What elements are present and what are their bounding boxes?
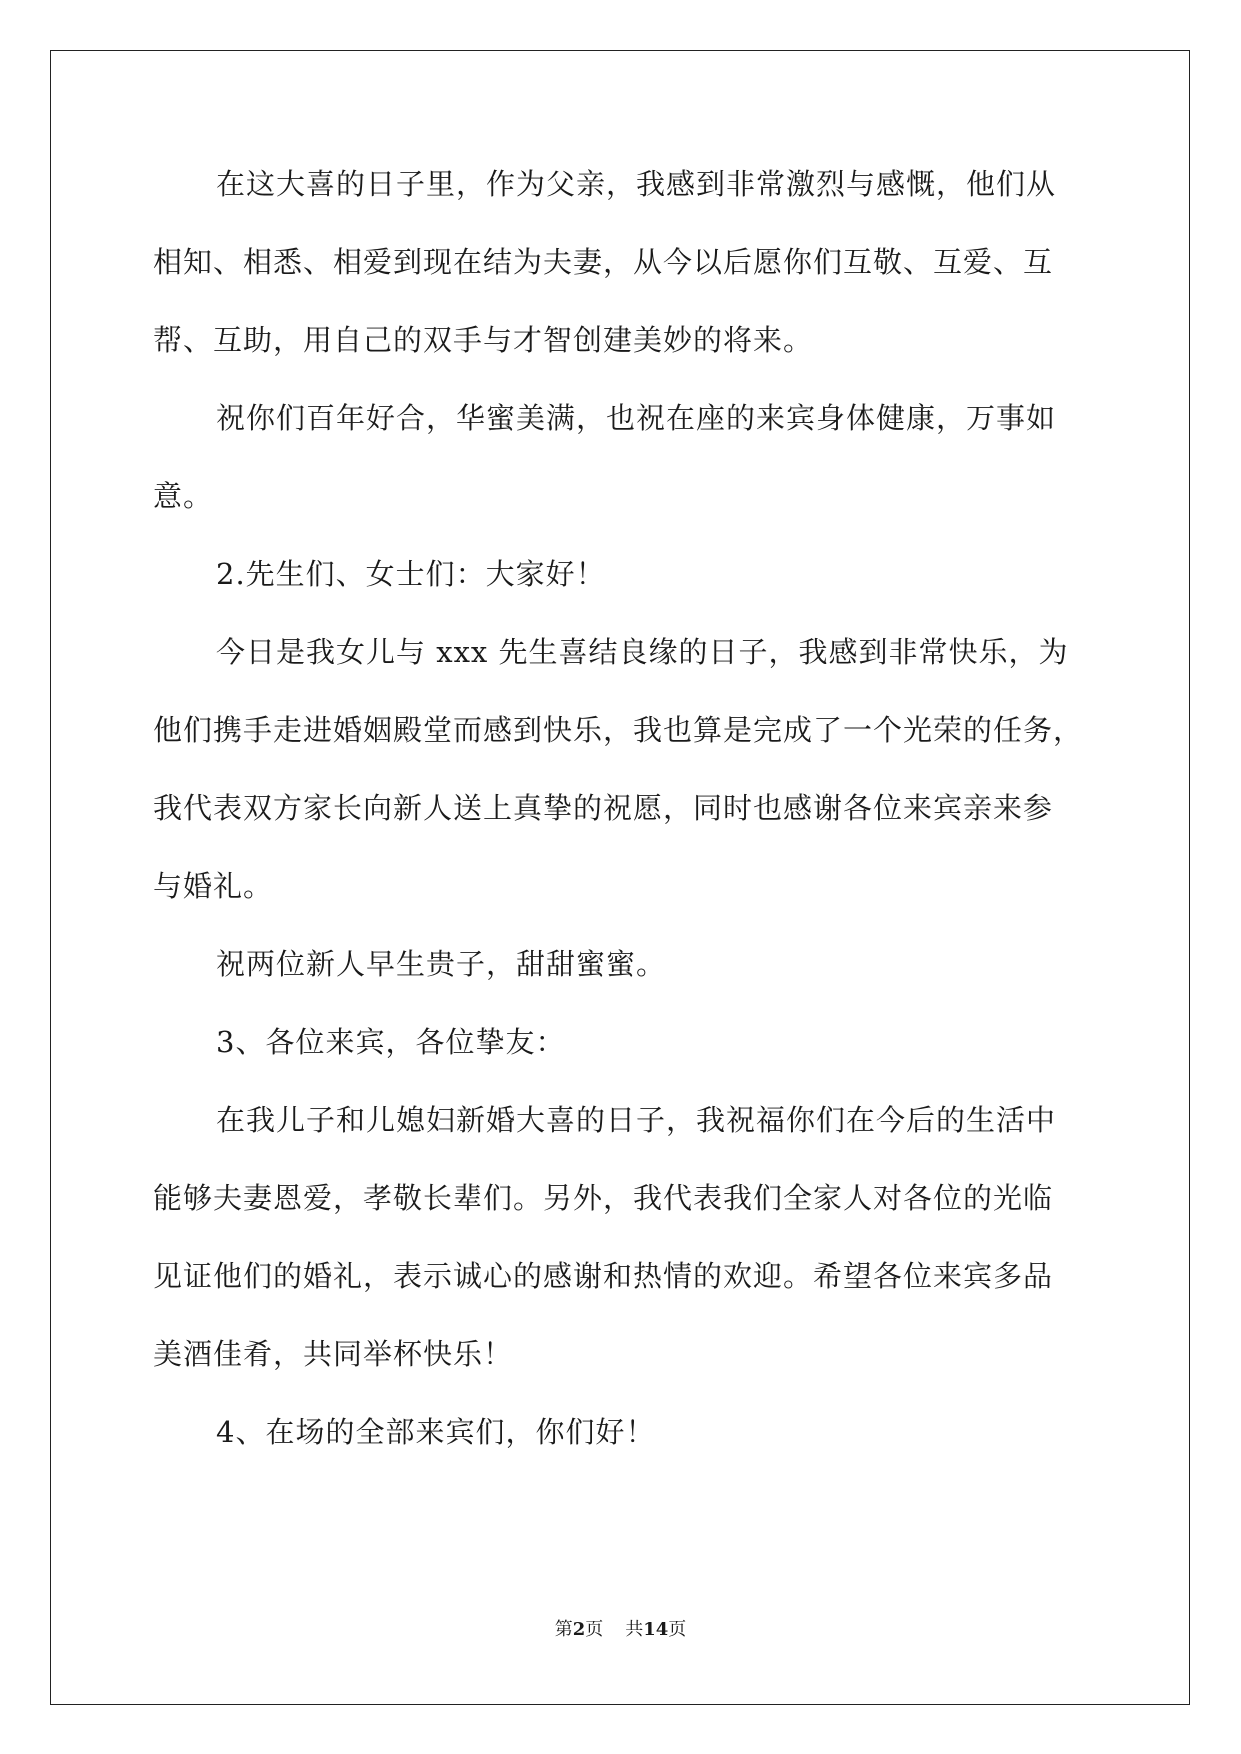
text-line: 能够夫妻恩爱，孝敬长辈们。另外，我代表我们全家人对各位的光临 xyxy=(153,1181,1054,1215)
page-footer xyxy=(0,1618,1241,1642)
footer-page-suffix: 页 xyxy=(585,1619,604,1640)
text-line: 相知、相悉、相爱到现在结为夫妻，从今以后愿你们互敬、互爱、互 xyxy=(153,245,1054,279)
footer-page-current: 2 xyxy=(572,1619,586,1640)
footer-total-suffix: 页 xyxy=(668,1619,687,1640)
text-line: 与婚礼。 xyxy=(153,869,274,903)
text-line: 2.先生们、女士们：大家好！ xyxy=(216,557,606,591)
text-line: 在我儿子和儿媳妇新婚大喜的日子，我祝福你们在今后的生活中 xyxy=(216,1103,1057,1137)
text-line: 他们携手走进婚姻殿堂而感到快乐，我也算是完成了一个光荣的任务， xyxy=(153,713,1084,747)
text-line: 祝两位新人早生贵子，甜甜蜜蜜。 xyxy=(216,947,667,981)
footer-total-prefix: 共 xyxy=(625,1619,644,1640)
text-line: 4、在场的全部来宾们，你们好！ xyxy=(216,1415,656,1449)
text-line: 见证他们的婚礼，表示诚心的感谢和热情的欢迎。希望各位来宾多品 xyxy=(153,1259,1054,1293)
footer-page-prefix: 第 xyxy=(554,1619,573,1640)
text-line: 帮、互助，用自己的双手与才智创建美妙的将来。 xyxy=(153,323,814,357)
text-line: 美酒佳肴，共同举杯快乐！ xyxy=(153,1337,514,1371)
text-line: 在这大喜的日子里，作为父亲，我感到非常激烈与感慨，他们从 xyxy=(216,167,1057,201)
text-line: 意。 xyxy=(153,479,214,513)
text-line: 祝你们百年好合，华蜜美满，也祝在座的来宾身体健康，万事如 xyxy=(216,401,1057,435)
text-line: 3、各位来宾，各位挚友： xyxy=(216,1025,566,1059)
text-line: 我代表双方家长向新人送上真挚的祝愿，同时也感谢各位来宾亲来参 xyxy=(153,791,1054,825)
document-body xyxy=(153,162,1093,1488)
footer-page-total: 14 xyxy=(643,1619,669,1640)
text-line: 今日是我女儿与 xxx 先生喜结良缘的日子，我感到非常快乐，为 xyxy=(216,635,1069,669)
